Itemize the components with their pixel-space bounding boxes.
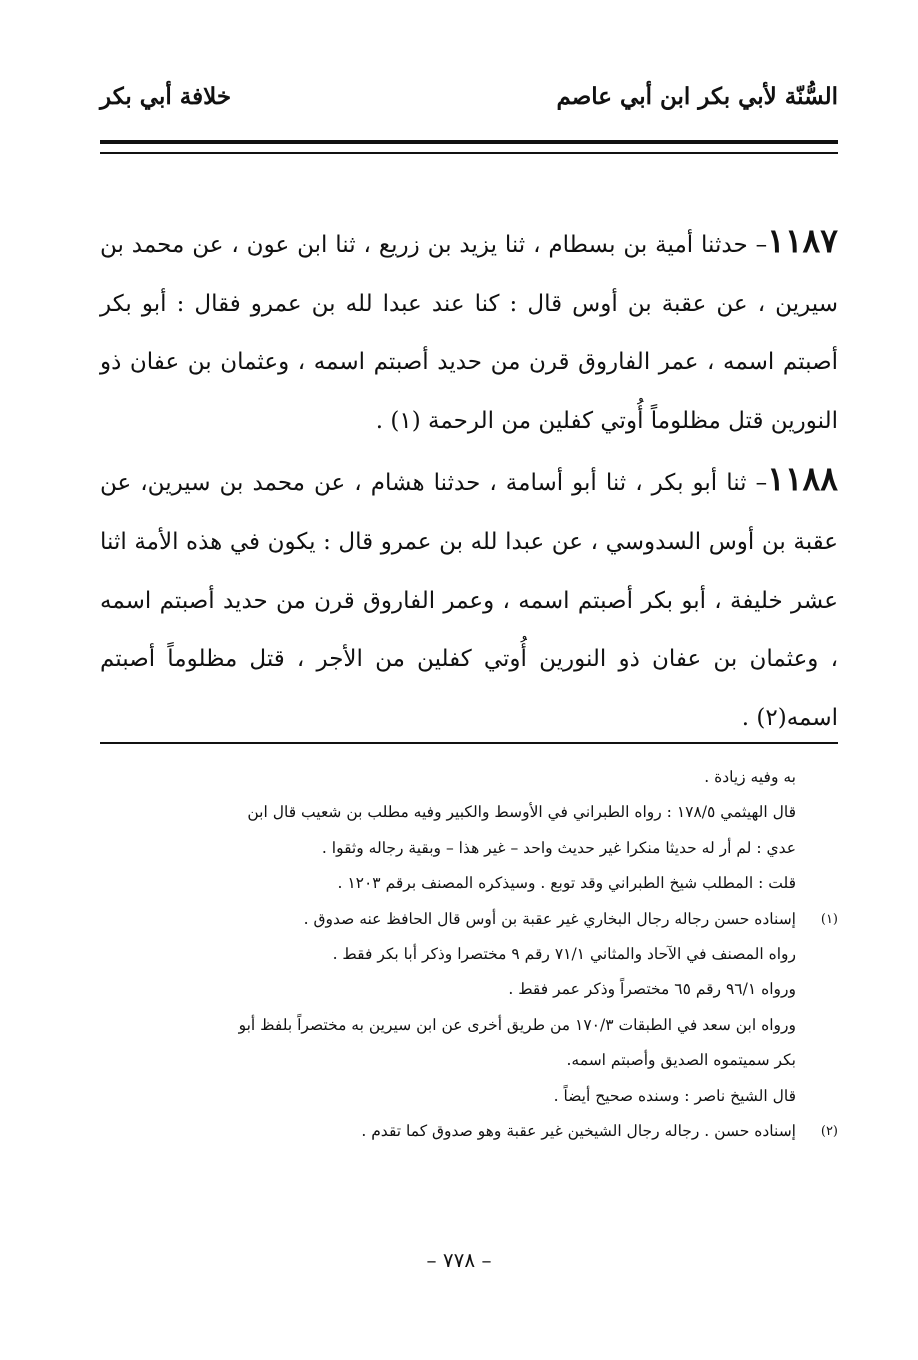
header-rule-thin: [100, 152, 838, 154]
footnote-mark: (٢): [820, 1124, 838, 1140]
hadith-text: – حدثنا أمية بن بسطام ، ثنا يزيد بن زريع ، ثنا ابن عون ، عن محمد بن سيرين ، عن عقبة بن أوس قال : كنا عند عبدا لله بن عمرو فقال : أبو بكر أصبتم اسمه ، عمر الفاروق قرن من حديد أصبتم اسمه ، وعثمان بن عفان ذو النورين قتل مظلوماً أُوتي كفلين من الرحمة: [100, 232, 838, 434]
hadith-end: .: [375, 407, 391, 434]
hadith-1187: [100, 212, 838, 450]
footnote-line: [100, 795, 838, 830]
header-rule-thick: [100, 140, 838, 144]
hadith-number: ١١٨٧: [767, 221, 838, 260]
footnote-line: [100, 1008, 838, 1043]
hadith-end: .: [741, 704, 757, 731]
footnote-text: إسناده حسن . رجاله رجال الشيخين غير عقبة وهو صدوق كما تقدم .: [361, 1122, 796, 1141]
footnote-mark: [796, 1043, 838, 1078]
page-number: – ٧٧٨ –: [426, 1248, 492, 1272]
footnote-text: قال الشيخ ناصر : وسنده صحيح أيضاً .: [553, 1086, 796, 1105]
footnote-line: [100, 972, 838, 1007]
footnote-line: [100, 866, 838, 901]
footnote-mark: [796, 760, 838, 795]
footnote-line: [100, 1114, 838, 1149]
running-header: [100, 76, 838, 116]
footnote-ref: (٢): [756, 704, 787, 731]
main-text: [100, 212, 838, 747]
footnote-line: [100, 831, 838, 866]
footnote-mark: [796, 937, 838, 972]
footnote-text: إسناده حسن رجاله رجال البخاري غير عقبة بن أوس قال الحافظ عنه صدوق .: [303, 909, 796, 928]
book-title: السُّنّة لأبي بكر ابن أبي عاصم: [556, 82, 838, 110]
chapter-title: خلافة أبي بكر: [100, 82, 232, 110]
footnote-text: قلت : المطلب شيخ الطبراني وقد توبع . وسيذكره المصنف برقم ١٢٠٣ .: [337, 874, 796, 893]
footnote-mark: [796, 866, 838, 901]
footnote-mark: [796, 1008, 838, 1043]
footnote-text: ورواه ابن سعد في الطبقات ١٧٠/٣ من طريق أخرى عن ابن سيرين به مختصراً بلفظ أبو: [238, 1015, 796, 1034]
footnote-text: رواه المصنف في الآحاد والمثاني ٧١/١ رقم ٩ مختصرا وذكر أبا بكر فقط .: [332, 945, 796, 964]
footnote-line: [100, 902, 838, 937]
footnote-text: به وفيه زيادة .: [704, 768, 796, 786]
hadith-text: – ثنا أبو بكر ، ثنا أبو أسامة ، حدثنا هشام ، عن محمد بن سيرين، عن عقبة بن أوس السدوسي ، عن عبدا لله بن عمرو قال : يكون في هذه الأمة اثنا عشر خليفة ، أبو بكر أصبتم اسمه ، وعمر الفاروق قرن من حديد أصبتم اسمه ، وعثمان بن عفان ذو النورين أُوتي كفلين من الأجر ، قتل مظلوماً أصبتم اسمه: [100, 470, 838, 731]
footnote-mark: [796, 831, 838, 866]
footnote-line: [100, 937, 838, 972]
footnote-mark: [796, 795, 838, 830]
footnote-line: [100, 1043, 838, 1078]
footnote-text: عدي : لم أر له حديثا منكرا غير حديث واحد – غير هذا – وبقية رجاله وثقوا .: [321, 838, 796, 857]
footnote-mark: [796, 972, 838, 1007]
footnote-text: بكر سميتموه الصديق وأصبتم اسمه.: [566, 1051, 796, 1070]
footnote-text: ورواه ٩٦/١ رقم ٦٥ مختصراً وذكر عمر فقط .: [508, 980, 796, 999]
footnote-line: [100, 1079, 838, 1114]
hadith-number: ١١٨٨: [767, 459, 838, 499]
footnote-rule: [100, 742, 838, 744]
footnote-ref: (١): [390, 407, 421, 434]
footnote-mark: [796, 1079, 838, 1114]
footnote-line: [100, 760, 838, 795]
hadith-1188: [100, 450, 838, 747]
footnote-mark: (١): [820, 911, 838, 927]
footnotes: [100, 760, 838, 1149]
footnote-text: قال الهيثمي ١٧٨/٥ : رواه الطبراني في الأوسط والكبير وفيه مطلب بن شعيب قال ابن: [247, 803, 796, 822]
